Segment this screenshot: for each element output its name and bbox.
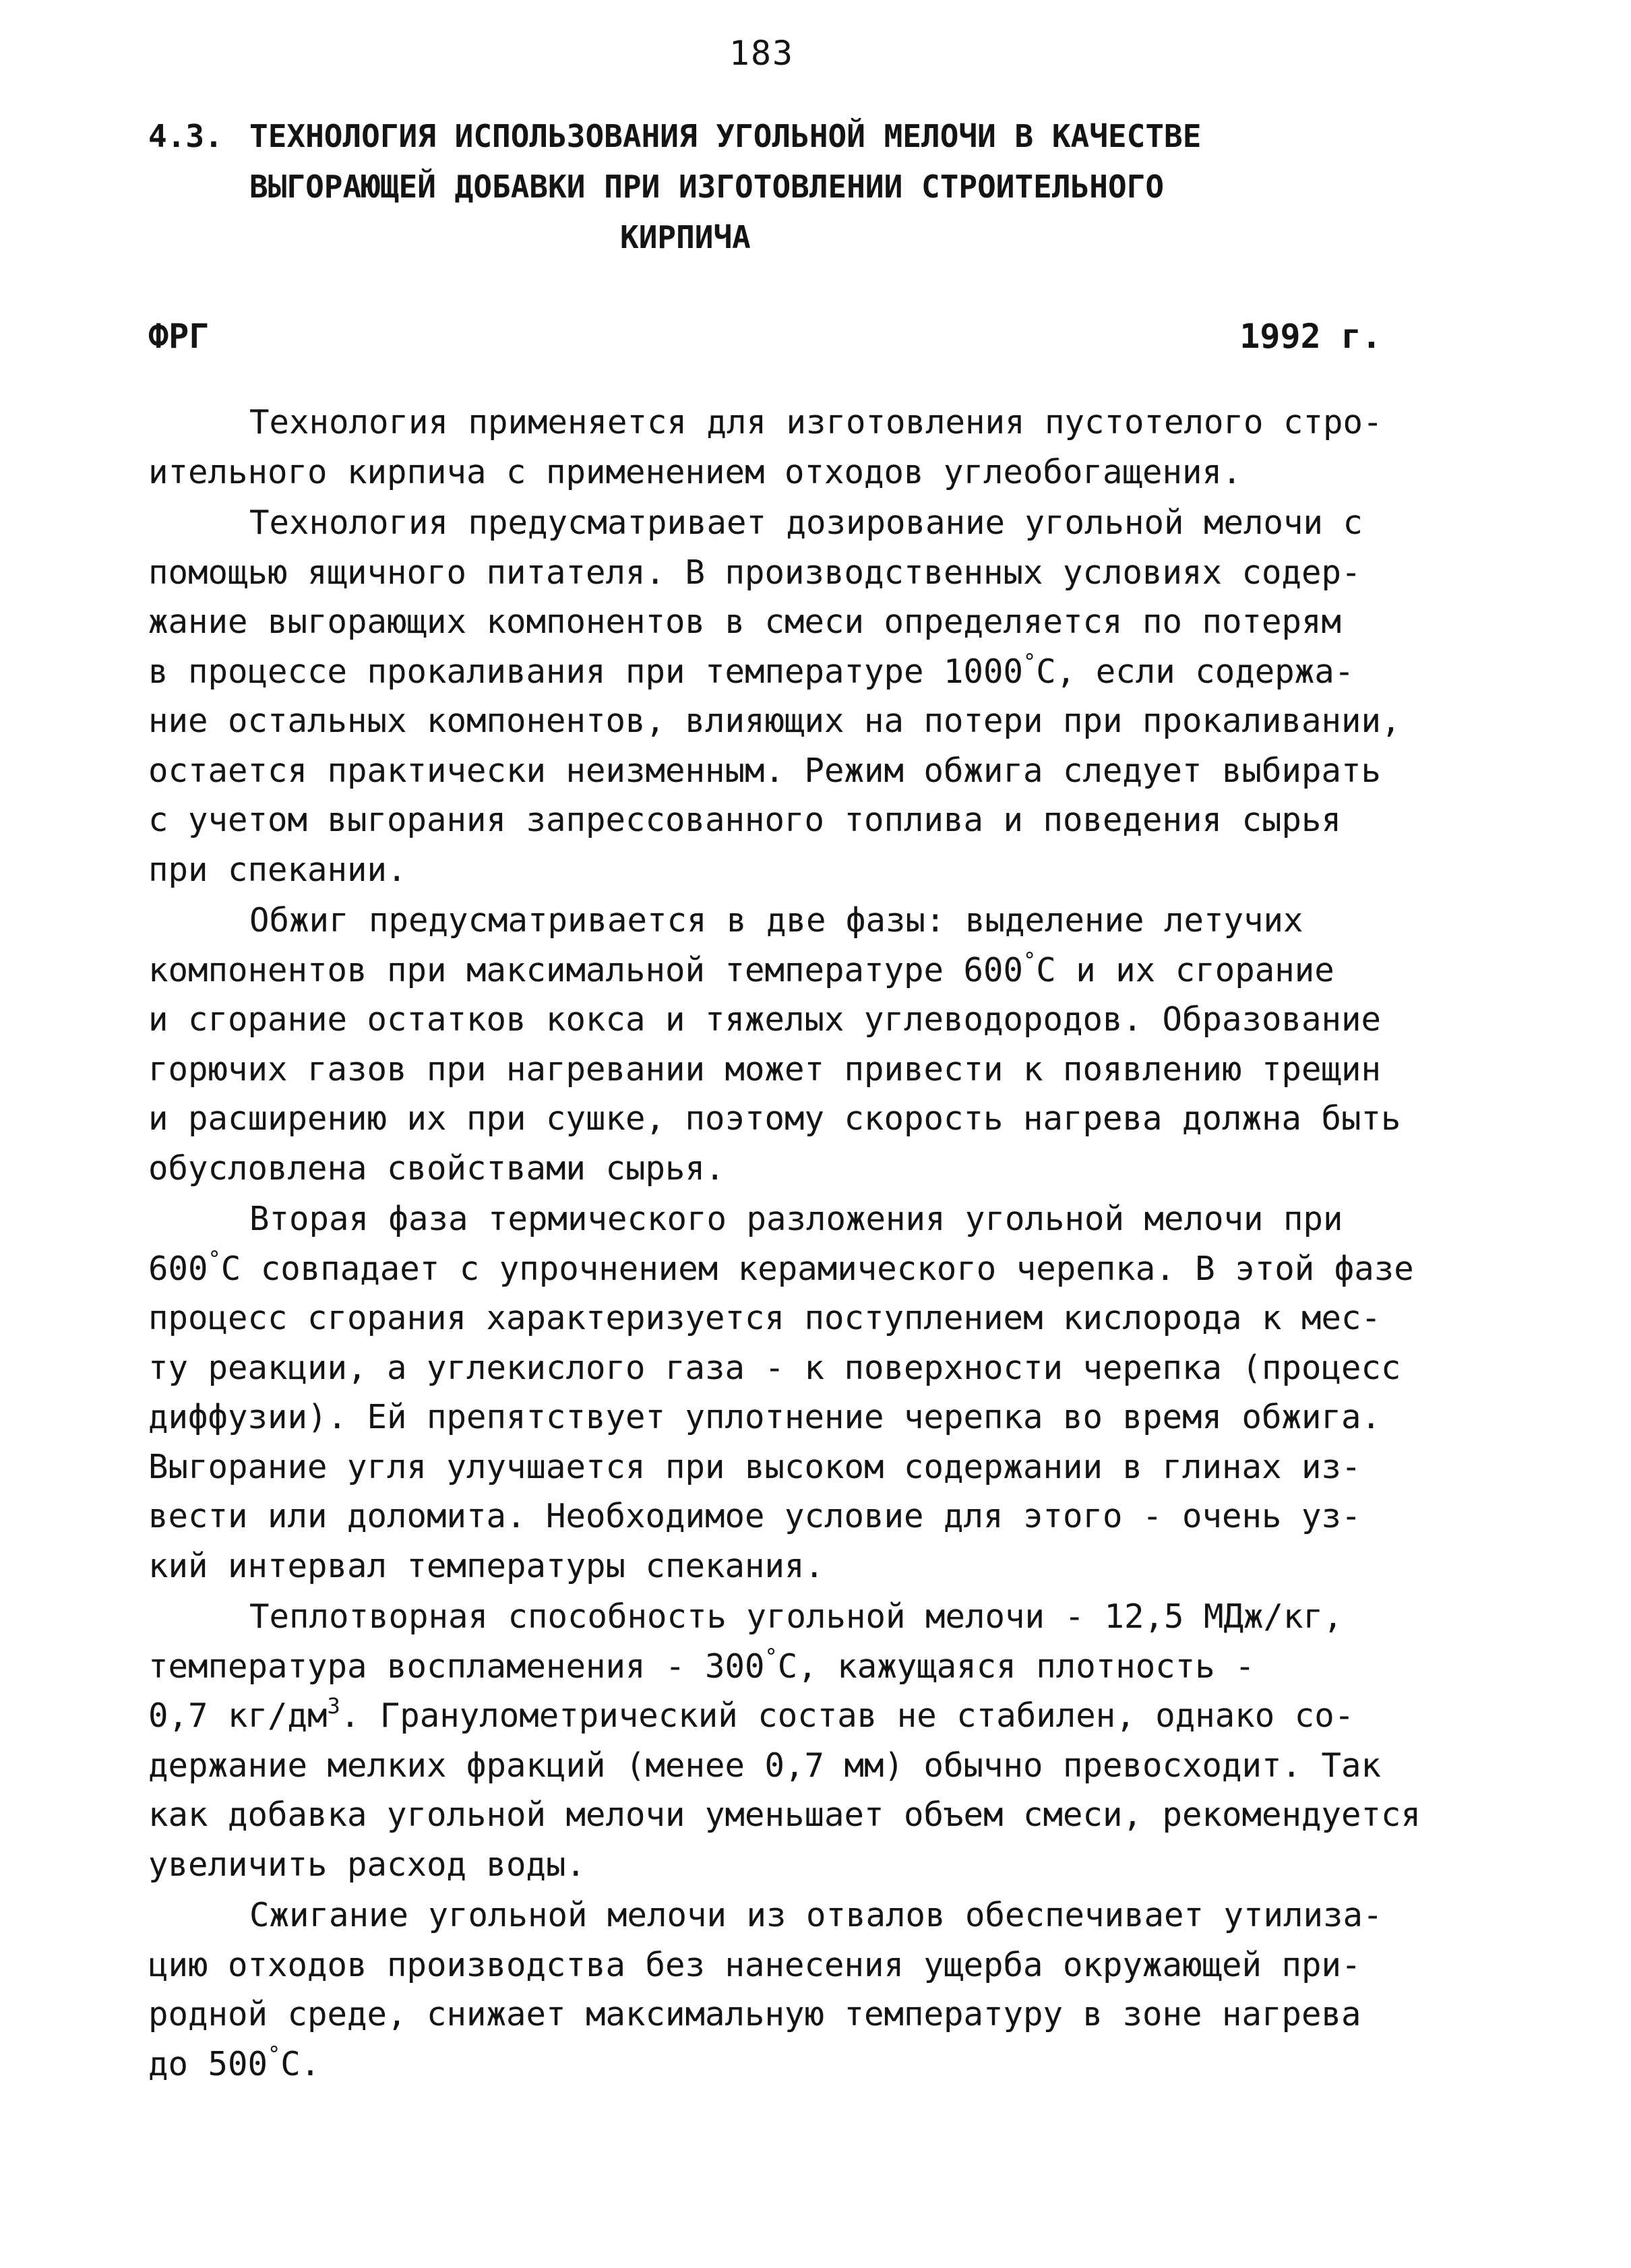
country-label: ФРГ — [148, 317, 210, 356]
paragraph-3-line-1: Обжиг предусматривается в две фазы: выделение летучих — [249, 901, 1303, 940]
paragraph-4-line-2-a: 600 — [148, 1249, 208, 1288]
paragraph-5-line-6: увеличить расход воды. — [148, 1845, 586, 1884]
paragraph-2-line-7: с учетом выгорания запрессованного топлива и поведения сырья — [148, 801, 1342, 839]
paragraph-2-line-4-a: в процессе прокаливания при температуре 1000 — [148, 652, 1024, 691]
paragraph-1-line-1: Технология применяется для изготовления пустотелого стро- — [249, 403, 1383, 441]
paragraph-3-line-3: и сгорание остатков кокса и тяжелых углеводородов. Образование — [148, 1000, 1382, 1039]
paragraph-2-line-8: при спекании. — [148, 850, 407, 889]
paragraph-2-line-5: ние остальных компонентов, влияющих на потери при прокаливании, — [148, 702, 1401, 740]
heading-line-2: ВЫГОРАЮЩЕЙ ДОБАВКИ ПРИ ИЗГОТОВЛЕНИИ СТРОИТЕЛЬНОГО — [249, 168, 1165, 205]
paragraph-2-line-6: остается практически неизменным. Режим обжига следует выбирать — [148, 751, 1382, 790]
paragraph-5-line-2-a: температура воспламенения - 300 — [148, 1647, 765, 1686]
paragraph-6-line-4 — [148, 2040, 1516, 2089]
paragraph-3-line-4: горючих газов при нагревании может привести к появлению трещин — [148, 1049, 1382, 1089]
paragraph-4-line-3: процесс сгорания характеризуется поступлением кислорода к мес- — [148, 1299, 1382, 1337]
degree-sign: ° — [1023, 648, 1037, 675]
paragraph-6-line-1: Сжигание угольной мелочи из отвалов обеспечивает утилиза- — [249, 1896, 1383, 1934]
paragraph-6-line-2: цию отходов производства без нанесения ущерба окружающей при- — [148, 1945, 1361, 1984]
paragraph-5-line-3-b: . Гранулометрический состав не стабилен, однако со- — [340, 1696, 1355, 1735]
paragraph-1-line-2: ительного кирпича с применением отходов углеобогащения. — [148, 452, 1242, 491]
paragraph-6-line-4-a: до 500 — [148, 2044, 268, 2083]
paragraph-2-line-4-b: С, если содержа- — [1036, 652, 1355, 691]
cube-superscript: 3 — [327, 1693, 340, 1719]
page-number: 183 — [729, 34, 795, 73]
paragraph-4-line-2-b: С совпадает с упрочнением керамического черепка. В этой фазе — [220, 1249, 1414, 1288]
paragraph-3-line-2 — [148, 946, 1516, 995]
heading-line-3: КИРПИЧА — [620, 219, 751, 255]
paragraph-5-line-1: Теплотворная способность угольной мелочи - 12,5 МДж/кг, — [249, 1597, 1343, 1636]
degree-sign: ° — [208, 1246, 221, 1272]
body-text — [148, 398, 1516, 2089]
paragraph-3-line-6: обусловлена свойствами сырья. — [148, 1148, 725, 1188]
paragraph-5-line-2-b: С, кажущаяся плотность - — [777, 1647, 1255, 1686]
paragraph-4-line-2 — [148, 1244, 1516, 1294]
paragraph-5-line-3 — [148, 1691, 1516, 1741]
paragraph-4-line-8: кий интервал температуры спекания. — [148, 1546, 825, 1585]
paragraph-3-line-5: и расширению их при сушке, поэтому скорость нагрева должна быть — [148, 1099, 1401, 1138]
section-number: 4.3. — [148, 118, 223, 154]
paragraph-5-line-3-a: 0,7 кг/дм — [148, 1696, 328, 1735]
paragraph-5-line-2 — [148, 1642, 1516, 1692]
paragraph-4-line-6: Выгорание угля улучшается при высоком содержании в глинах из- — [148, 1447, 1361, 1486]
paragraph-4-line-4: ту реакции, а углекислого газа - к поверхности черепка (процесс — [148, 1348, 1401, 1387]
paragraph-4-line-7: вести или доломита. Необходимое условие для этого - очень уз- — [148, 1497, 1361, 1535]
paragraph-3-line-2-a: компонентов при максимальной температуре 600 — [148, 950, 1024, 989]
paragraph-2-line-4 — [148, 647, 1516, 697]
paragraph-5-line-4: держание мелких фракций (менее 0,7 мм) обычно превосходит. Так — [148, 1746, 1382, 1785]
paragraph-2-line-2: помощью ящичного питателя. В производственных условиях содер- — [148, 553, 1361, 592]
paragraph-5-line-5: как добавка угольной мелочи уменьшает объем смеси, рекомендуется — [148, 1796, 1421, 1834]
paragraph-2-line-1: Технология предусматривает дозирование угольной мелочи с — [249, 503, 1363, 542]
degree-sign: ° — [1023, 947, 1037, 973]
year-label: 1992 г. — [1239, 317, 1382, 356]
paragraph-3-line-2-b: С и их сгорание — [1036, 950, 1334, 989]
heading-line-1: ТЕХНОЛОГИЯ ИСПОЛЬЗОВАНИЯ УГОЛЬНОЙ МЕЛОЧИ В КАЧЕСТВЕ — [249, 118, 1202, 154]
paragraph-4-line-1: Вторая фаза термического разложения угольной мелочи при — [249, 1200, 1343, 1238]
degree-sign: ° — [268, 2041, 281, 2067]
degree-sign: ° — [764, 1643, 778, 1669]
paragraph-6-line-4-b: С. — [280, 2044, 321, 2083]
section-heading — [148, 111, 1429, 263]
paragraph-6-line-3: родной среде, снижает максимальную температуру в зоне нагрева — [148, 1995, 1361, 2033]
paragraph-4-line-5: диффузии). Ей препятствует уплотнение черепка во время обжига. — [148, 1398, 1382, 1436]
paragraph-2-line-3: жание выгорающих компонентов в смеси определяется по потерям — [148, 603, 1342, 641]
